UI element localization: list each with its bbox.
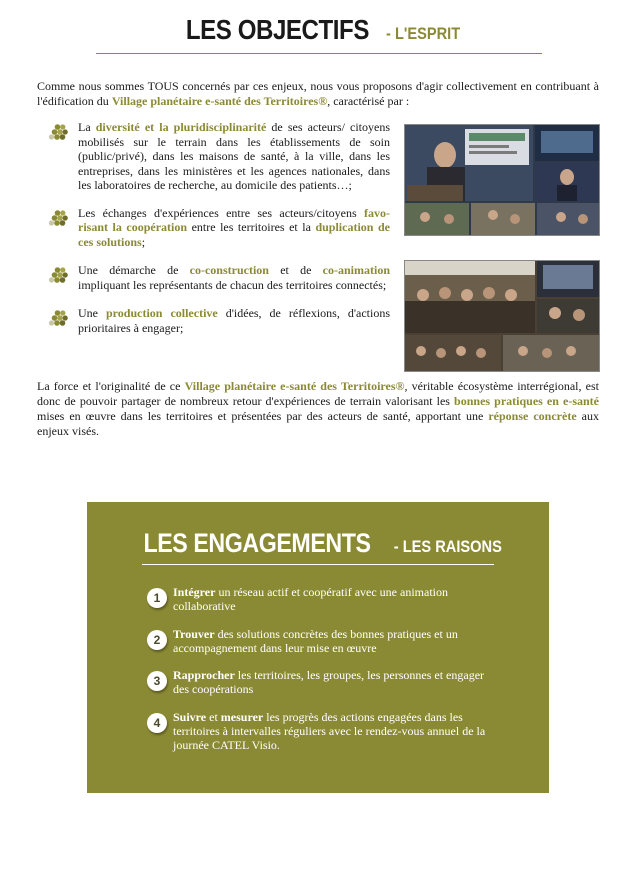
conclusion-paragraph	[37, 379, 599, 439]
bullet-highlight: co-animation	[322, 263, 390, 277]
engagement-description: un réseau actif et coopératif avec une animation collaborative	[173, 585, 448, 613]
engagement-text	[173, 668, 487, 696]
engagements-title-sub: - LES RAISONS	[393, 537, 503, 556]
bullet-text: ;	[141, 234, 146, 249]
grape-cluster-icon	[48, 208, 70, 228]
bullet-highlight: favorisant la coopération	[78, 205, 390, 234]
engagement-keyword: Trouver	[173, 627, 215, 641]
page-title-main: LES OBJECTIFS	[186, 14, 370, 45]
list-item	[46, 306, 390, 335]
list-item	[46, 120, 390, 193]
bullet-text: Une démarche de	[78, 263, 190, 277]
page-title-sub: - L'ESPRIT	[386, 24, 461, 43]
intro-highlight: Village planétaire e-santé des Territoires®	[111, 94, 328, 108]
grape-cluster-icon	[48, 308, 70, 328]
engagements-title-main: LES ENGAGEMENTS	[143, 528, 371, 558]
objectives-list	[46, 120, 390, 335]
bullet-highlight: duplication de ces solutions	[78, 220, 390, 249]
photo-collage-image	[405, 261, 599, 371]
bullet-text: La	[78, 120, 96, 134]
number-badge: 2	[147, 630, 167, 650]
engagements-title	[87, 528, 549, 559]
photo-collage-image	[405, 125, 599, 235]
conclusion-highlight: réponse concrète	[488, 409, 577, 423]
number-badge: 1	[147, 588, 167, 608]
engagement-item	[147, 585, 487, 613]
engagement-description: les territoires, les groupes, les personnes et engager des coopérations	[173, 668, 485, 696]
bullet-text: Une	[78, 306, 106, 320]
page-title	[0, 14, 638, 46]
intro-paragraph	[37, 79, 599, 109]
engagement-item	[147, 710, 487, 752]
bullet-highlight: co-construction	[189, 263, 269, 277]
conclusion-text: La force et l'originalité de ce	[37, 379, 185, 393]
engagement-text	[173, 710, 487, 752]
engagement-description: des solutions concrètes des bonnes pratiques et un accompagnement dans leur mise en œuvre	[173, 627, 458, 655]
conclusion-text: , véritable écosystème interrégional, est donc de pouvoir partager de nombreux retour d'expériences de terrain valorisant les	[37, 379, 599, 408]
number-badge: 4	[147, 713, 167, 733]
engagements-divider	[142, 564, 494, 565]
engagement-keyword: Suivre	[173, 710, 207, 724]
list-item	[46, 206, 390, 250]
conference-photo-collage	[404, 124, 600, 236]
engagement-text	[173, 627, 487, 655]
engagement-item	[147, 627, 487, 655]
engagement-keyword: mesurer	[220, 710, 264, 724]
bullet-text: entre les territoires et la	[187, 220, 316, 234]
grape-cluster-icon	[48, 122, 70, 142]
bullet-text: Les échanges d'expériences entre ses acteurs/citoyens	[78, 205, 364, 220]
engagement-item	[147, 668, 487, 696]
bullet-highlight: production collective	[105, 306, 218, 320]
number-badge: 3	[147, 671, 167, 691]
engagements-panel	[87, 502, 549, 793]
bullet-text: d'idées, de réflexions, d'actions prioritaires à engager;	[78, 306, 390, 335]
engagement-keyword: Rapprocher	[173, 668, 235, 682]
bullet-highlight: diversité et la pluridisciplinarité	[95, 120, 267, 134]
title-divider	[96, 53, 542, 54]
engagement-connector: et	[206, 710, 221, 724]
engagement-keyword: Intégrer	[173, 585, 216, 599]
list-item	[46, 263, 390, 292]
intro-text: Comme nous sommes TOUS concernés par ces enjeux, nous vous proposons d'agir collectivement en contribuant à l'édification du	[37, 79, 599, 108]
bullet-text: de ses acteurs/ citoyens mobilisés sur le terrain dans les établissements de soin (public/privé), dans les maisons de santé, à la ville, dans les entreprises, dans les ministères et les agences nationales, dans les laboratoires de recherche, au domicile des patients…;	[78, 120, 390, 192]
conclusion-highlight: Village planétaire e-santé des Territoires®	[184, 379, 405, 393]
engagement-text	[173, 585, 487, 613]
conclusion-highlight: bonnes pratiques en e-santé	[454, 394, 599, 408]
conclusion-text: mises en œuvre dans les territoires et présentées par des acteurs de santé, apportant une	[37, 409, 489, 423]
conclusion-text: aux enjeux visés.	[37, 409, 599, 438]
engagement-description: les progrès des actions engagées dans les territoires à intervalles réguliers avec le rendez-vous annuel de la journée CATEL Visio.	[173, 710, 486, 752]
intro-text-end: , caractérisé par :	[327, 94, 410, 108]
conference-photo-collage	[404, 260, 600, 372]
grape-cluster-icon	[48, 265, 70, 285]
bullet-text: impliquant les représentants de chacun des territoires connectés;	[78, 277, 387, 292]
bullet-text: et de	[268, 263, 323, 277]
